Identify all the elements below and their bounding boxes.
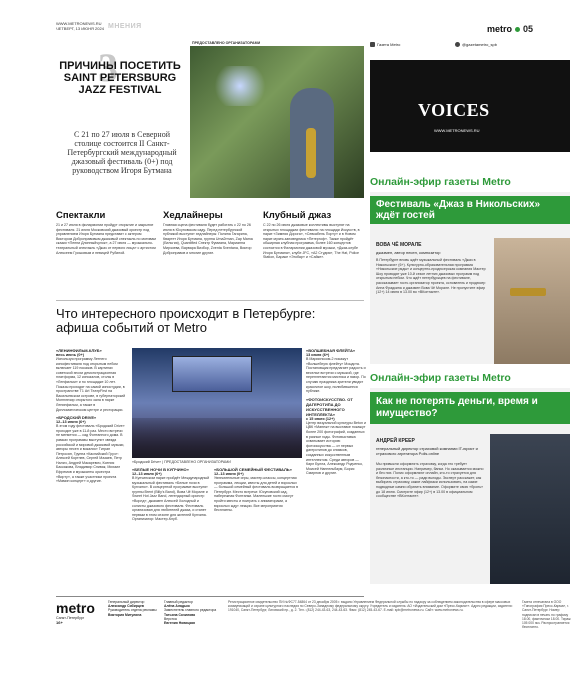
voices-site: WWW.METRONEWS.RU [434,128,480,133]
staff-label: Заместитель главного редактора [164,608,217,613]
section1-headline: Фестиваль «Джаз в Никольских» ждёт гостей [370,196,570,224]
feature-title: ПРИЧИНЫ ПОСЕТИТЬ SAINT PETERSBURG JAZZ FESTIVAL [59,60,181,96]
section2-text: Мы привыкли оформлять страховку, когда это требует различные инстанции. Например, банки. Но оказывается можно и без них. Полис оформляют онлайн, кто-то страхуется для безопасности, а кто-то — ради выгоды. Эксперт расскажет, как выбирать страховку, какие лайфхаки использовать, на какие подводные камни обратить внимание. Оформите свою «бронь» до 18 июня. Смотрите эфир (12+) в 13.00 в официальном сообществе «ВКонтакте». [376,462,484,499]
footer-age: 16+ [56,620,63,625]
staff-name: Виктория Мигулина [108,612,142,617]
section1-title: Онлайн-эфир газеты Metro [370,176,511,188]
page-number: 05 [523,24,534,34]
staff-name: Евгения Новицкая [164,621,196,626]
item-head: «ФОТОИСКУССТВО. ОТ ДАГЕРОТИПА ДО ИСКУССТВЕННОГО ИНТЕЛЛЕКТА» [306,396,353,417]
header-site: WWW.METRONEWS.RU [56,21,102,26]
item-when: весь июнь (0+) [56,353,84,357]
feature-label: ПРЕДОСТАВЛЕНО ОРГАНИЗАТОРАМИ [192,41,261,45]
afisha-col-4 [306,348,366,476]
item-when: 12–13 июня (0+) [214,472,244,476]
afisha-col-3 [214,467,298,513]
item-when: 12–13 июня (6+) [56,420,86,425]
item-text: В Мариинском-2 покажут «Волшебную флейту» Моцарта. Постановщик предлагает радость и веселье встречи с музыкой, где переплетаются мистика и юмор. По случаю праздника зрители увидят красочное шоу, полюбившееся публике. [306,357,366,394]
trumpet-shape [510,288,546,296]
afisha-title: Что интересного происходит в Петербурге: афиша событий от Metro [56,306,316,335]
section2-role: генеральный директор страховой компании IT-юрист и страхового агрегатора Polis.online [376,446,478,456]
header-social-right: @gazetametro_spb [455,42,497,47]
section2-author: АНДРЕЙ КРЕЕР [376,438,415,444]
afisha-col-2 [132,467,210,522]
afisha-col-1 [56,348,126,484]
header-brand [487,24,533,34]
section1-text: В Петербурге вновь ждёт музыкальный фестиваль «Джаз в Никольских» (6+). Культурно-образовательная программа «Никольские ряды» и концертно-продюсерская компания Мастер Шоу проводят уже 10-й сезон летних джазовых программ под открытым небом. Что ждёт петербуржцев на фестивале, рассказывает гость организатор проекта, основатель и продюсер Анна Фрадкина и джазмен Вова Чё Морале. Не пропустите эфир (12+) 14 июня в 13.00 во «ВКонтакте». [376,258,486,295]
staff-label: Генеральный директор [108,600,145,604]
divider [56,300,364,301]
metro-logo: metro [487,24,513,34]
section2-headline: Как не потерять деньги, время и имущество? [370,392,570,424]
footer-brand-block [56,600,108,625]
footer-divider [56,596,364,597]
item-head: «БРОДСКИЙ DRIVE» [56,415,97,421]
staff-name: Александр Сибирцев [108,604,144,609]
item-text: Центр визуальной культуры Beton и ЦВК «Манеж» на выставке покажут более 200 фотографий, созданных в разные годы. Фотовыставка охватывает историю фотоискусства — от первых дагеротипов до снимков, созданных искусственным интеллектом. Среди авторов — Карл Булла, Александр Родченко, Моисей Наппельбаум, Борис Смирнов и другие. [306,420,366,476]
reason-head: Хедлайнеры [163,210,223,221]
telegram-icon [455,42,460,47]
section1-guest-photo [494,238,570,364]
crowd-shape [132,418,302,458]
reason-head: Спектакли [56,210,106,221]
stage-lights-icon [210,66,270,106]
item-text: В Купчинском парке пройдёт Международный музыкальный фестиваль «Белые ночи в Купчино». В концертной программе выступят группы Brent (Billy's Band), Вова Чё Морале и Sweet Hot Jazz Band, легендарный оркестр «Ворлд», джазмен Алексей Холодный и солисты джазового фестиваля. Фестиваль организован для любителей джаза, и станет первым в этом сезоне для жителей Купчина. Организатор: Мастер-Клуб. [132,476,210,522]
afisha-photo-caption: «Бродский Drive» | ПРЕДОСТАВЛЕНО ОРГАНИЗАТОРАМИ [132,460,231,464]
staff-name: Алёна Аладько [164,604,190,609]
item-head: «ЛЕНИНФИЛЬМ-КЛУБ» [56,348,102,353]
header-date: ЧЕТВЕРГ, 13 ИЮНЯ 2024 [56,25,104,31]
stage-screen-icon [172,356,252,392]
section2-guest-photo [490,434,570,584]
voices-banner [370,60,570,152]
footer-staff [108,600,168,617]
section2-card [370,388,570,584]
section1-author: ВОВА ЧЁ МОРАЛЕ [376,242,422,248]
brand-dot-icon [515,27,520,32]
footer-legal: Регистрационное свидетельство ПИ №ФС77-54864 от 23 декабря 2005 г. выдано Управлением Федеральной службы по надзору за соблюдением законодательства в сфере массовых коммуникаций и охране культурного наследия по Северо-Западному федеральному округу. Учредитель и издатель: АО «Издательский дом «Пресс-Карма»». Адрес редакции, издателя: 191040, Санкт-Петербург, Лиговский пр., д. 2. Тел.: (812) 244-43-63, 244-43-63. Факс: (812) 245-43-67. E-mail: spb@metronews.ru. Сайт: www.metronews.ru. [228,600,513,613]
reason-text: С 22 по 26 июля джазовые коллективы выступят на открытых площадках фестиваля: на площади Искусств, в парке «Зимняя Дорога», «Севкабель Порту» и в Новом парке музея-заповедника «Петергоф». Также пройдёт обширная клубная программа, более 160 концертов состоится в Филармонии джазовой музыки, «Джаз-клубе Игоря Бутмана», клубе JFC, «А2 Студия», The Hat, Police Station, Бараке «Эгобар» и «Сайке». [263,223,360,260]
staff-label: Руководитель отдела рекламы [108,608,157,613]
footer-city: Санкт-Петербург [56,616,85,620]
item-head: «БОЛЬШОЙ СЕМЕЙНЫЙ ФЕСТИВАЛЬ» [214,467,292,472]
page-header [56,22,356,36]
section2-title: Онлайн-эфир газеты Metro [370,372,511,384]
item-head: «ВОЛШЕБНАЯ ФЛЕЙТА» [306,348,356,353]
item-text: Увлекательные игры, мастер-классы, концертная программа, лекции, квесты для детей и взрослых — большой семейный фестиваль возвращается в Петербург. Место встречи: Юсуповский сад, набережная Фонтанки. Маленькие гости смогут пройти квесты и поиграть с аниматорами, а взрослых ждут лекции. Все мероприятия бесплатны. [214,476,298,513]
afisha-photo-concert [132,348,302,458]
item-when: с 15 июля (12+) [306,416,335,421]
saxophone-shape [306,128,316,178]
reason-text: 21 и 27 июля в филармонии пройдут открытие и закрытие фестиваля. 21 июля Московский джазовый оркестр под управлением Игоря Бутмана представит с актером Виктором Добронравовым джазовый спектакль по мотивам сказки «Пеппи Длинныйчулок», а 27 июля — музыкально-театральный спектакль «Джаз от первого лица» с артистом Алексеем Гуськовым и певицей Рубиной. [56,223,156,255]
item-text: Используя программу Летнего кинофестиваля под открытым небом включает 119 показов. В картинах советской эпохи демонстрационная платформа, 12 кинозалов, столы в «Ленфильм» и по площадке 10 лет. Показы проходят на самой киностудии, в пространстве Т1 Art ТеатрFirst на Васильевском острове, в губернаторский Монплезир открытого зала в парке Ленинфильм, а также в Дипломатическом центре и ресторации. [56,357,126,412]
staff-label: Верстка [164,616,177,621]
header-social-left: Газета Metro [370,42,400,47]
staff-name: Татьяна Сочилова [164,612,196,617]
item-when: 12–13 июля (6+) [132,472,162,476]
reason-1 [56,210,156,255]
reason-2 [163,210,255,255]
footer-print: Газета отпечатана в ООО «Типография Пресс-Карма», г. Санкт-Петербург. Номер подписан в печать по графику 18.00, фактически 18.00. Тираж 105 000 экз. Распространяется бесплатно. [522,600,571,630]
footer-metro-logo: metro [56,600,95,616]
section-label: МНЕНИЯ [108,23,142,30]
reason-3 [263,210,363,260]
section1-card [370,192,570,364]
item-when: 13 июля (6+) [306,353,330,357]
footer-staff-2 [164,600,224,625]
voices-title: VOICES [418,100,490,120]
feature-photo-saxophonist [190,46,364,198]
reason-text: Главная сцена фестиваля будет работать с 22 по 26 июля в Юсуповском саду. Перед петербургской публикой выступят хедлайнеры: Полина Гагарина, Квартет Игоря Бутмана, группа Uma2rman, Zap Mama (Бельгия), Quantified Спектр Фумиана, Марианна Мирзоева, Варвара Визбор, Zventa Sventana, Виктор Добронравов и многие другие. [163,223,253,255]
feature-number: 3 [98,45,118,90]
feature-subtitle: С 21 по 27 июля в Северной столице состоится II Санкт-Петербургский международный джазовый фестиваль (0+) под руководством Игоря Бутмана [67,130,177,175]
staff-label: Главный редактор [164,600,193,604]
item-head: «БЕЛЫЕ НОЧИ В КУПЧИНО» [132,467,189,472]
section1-role: джазмен, автор песен, композитор [376,250,441,255]
reason-head: Клубный джаз [263,210,332,221]
vk-icon [370,42,375,47]
item-text: В этом году фестиваль «Бродский Drive» проходит уже в 11-й раз. Место встречи не меняется — сад Фонтанного дома. В рамках программы выступит звезда российской и мировой джазовой музыки, авторы песен и вокалист Тигран Петросян, Группа «Каспийский Груз»: Алексей Кортнев, Сергей Мазаев, Петр Налич, Андрей Макаревич, Ксения Баскакова, Владимир Спивак, Михаил Ефремов и музыканты оркестра «Вирту», а также участники проекта «Мамин концерт» и другие. [56,424,125,484]
